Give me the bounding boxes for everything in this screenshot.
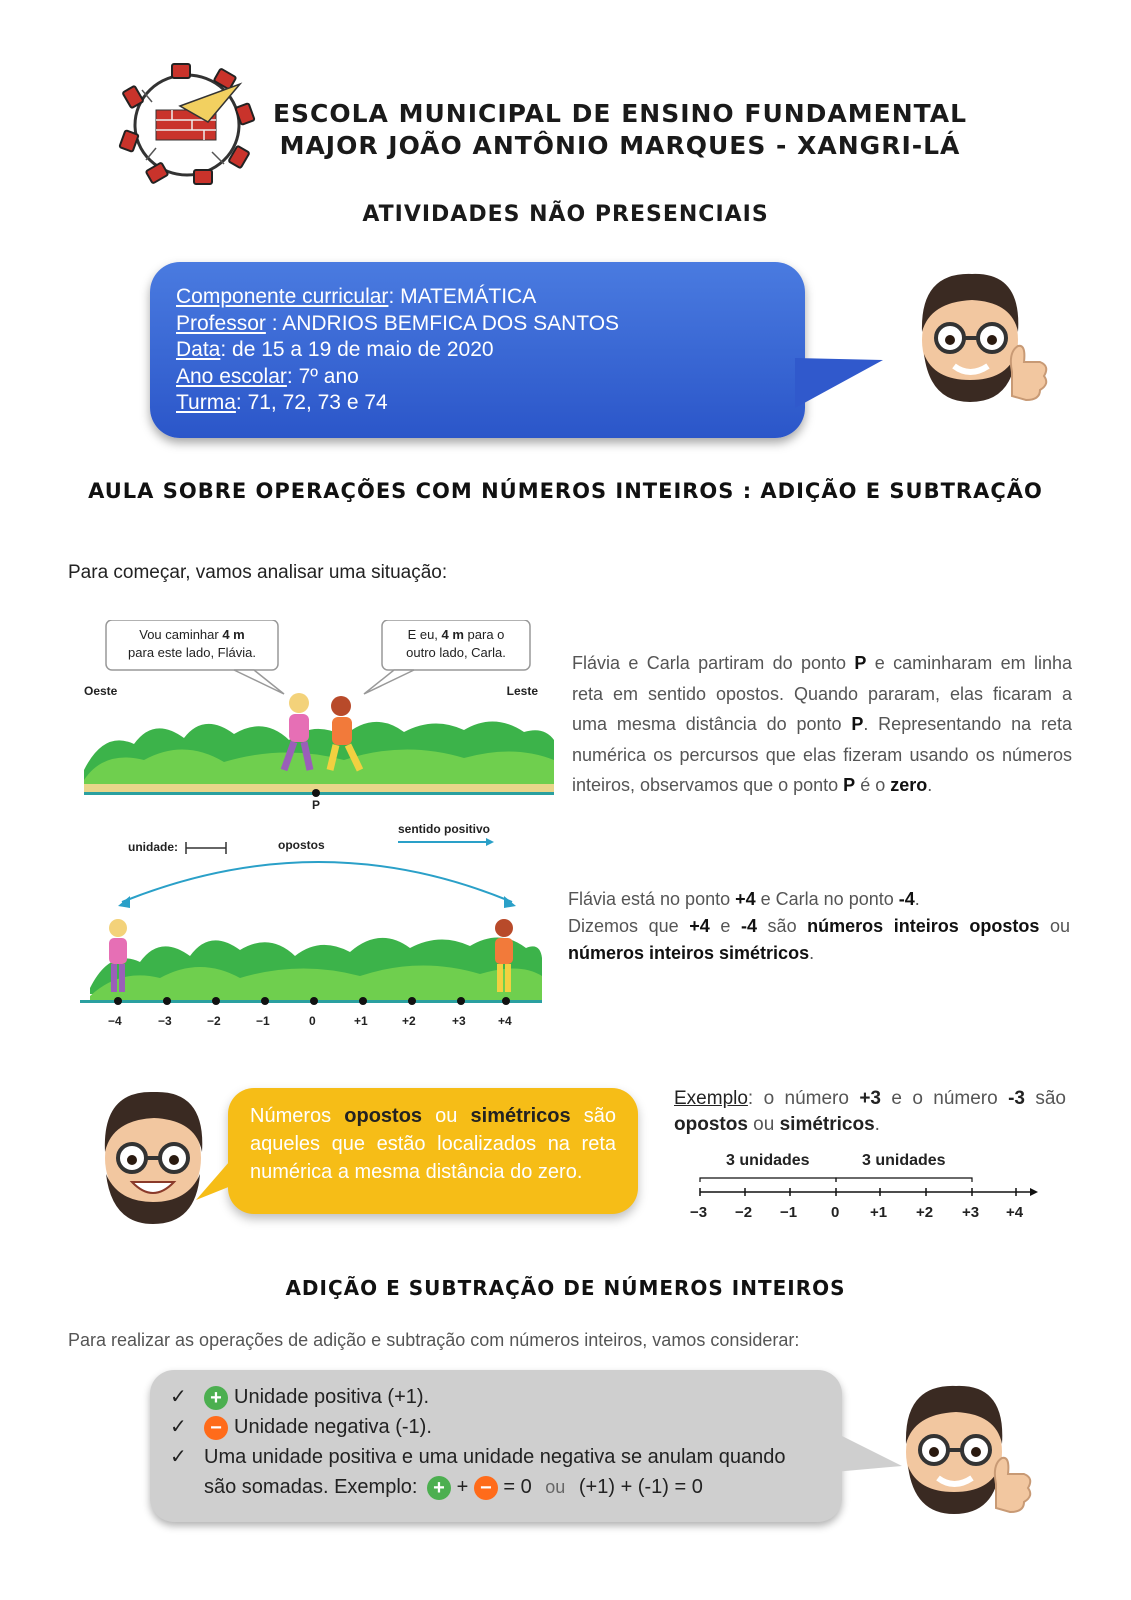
school-line-2: MAJOR JOÃO ANTÔNIO MARQUES - XANGRI-LÁ [279,131,961,160]
school-name [260,98,980,162]
label-3-units-right: 3 unidades [862,1152,946,1169]
check-icon: ✓ [170,1386,187,1408]
label-east: Leste [506,684,538,698]
scene-tick-labels [80,1014,552,1034]
negative-unit-icon: − [474,1476,498,1500]
scene-tick: +2 [402,1014,416,1028]
label-positive-direction: sentido positivo [398,822,491,836]
definition-bubble-tail [196,1154,236,1204]
scene-tick: −1 [256,1014,270,1028]
number-line-drawing [80,828,552,1038]
scene-tick: −4 [108,1014,122,1028]
info-componente: Componente curricular: MATEMÁTICA [176,285,537,308]
paragraph-situation: Flávia e Carla partiram do ponto P e caminharam em linha reta em sentido opostos. Quando pararam, elas ficaram a uma mesma distância do ponto P. Representando na reta numérica os percursos que elas fizeram usando os números inteiros, observamos que o ponto P é o zero. [572,653,1072,795]
info-data: Data: de 15 a 19 de maio de 2020 [176,338,494,361]
example-text: Exemplo: o número +3 e o número -3 são opostos ou simétricos. [674,1088,1066,1135]
scene-tick: +1 [354,1014,368,1028]
teacher-avatar-thumbs-up-bottom [884,1374,1044,1534]
scene-tick: −3 [158,1014,172,1028]
example-tick: +1 [870,1204,888,1221]
rules-bubble [150,1370,842,1522]
check-icon: ✓ [170,1446,187,1468]
info-bubble-tail [795,358,885,418]
example-tick: −3 [690,1204,708,1221]
section-title-operations: ADIÇÃO E SUBTRAÇÃO DE NÚMEROS INTEIROS [285,1276,846,1300]
scene-tick: −2 [207,1014,221,1028]
page-subtitle: ATIVIDADES NÃO PRESENCIAIS [362,202,769,227]
example-tick: +3 [962,1204,980,1221]
scene-tick: +3 [452,1014,466,1028]
label-opposites: opostos [278,838,325,852]
negative-unit-icon: − [204,1416,228,1440]
example-number-line [690,1152,1040,1236]
teacher-avatar-thumbs-up [900,262,1060,422]
info-bubble [150,262,805,438]
info-turma: Turma: 71, 72, 73 e 74 [176,391,388,414]
example-tick: 0 [831,1204,840,1221]
consider-text: Para realizar as operações de adição e subtração com números inteiros, vamos considerar: [68,1330,800,1350]
example-tick: −2 [735,1204,753,1221]
bubble-flavia: Vou caminhar 4 m para este lado, Flávia. [128,627,256,660]
rule-item-1: ✓ + Unidade positiva (+1). [170,1382,822,1412]
paragraph-opposites [568,886,1070,967]
label-west: Oeste [84,684,118,698]
rule-item-2: ✓ − Unidade negativa (-1). [170,1412,822,1442]
rule-item-3: ✓ Uma unidade positiva e uma unidade negativa se anulam quando são somadas. Exemplo: + + − = 0 ou (+1) + (-1) = 0 [170,1442,822,1502]
positive-unit-icon: + [204,1386,228,1410]
label-unit: unidade: [128,840,178,854]
scene-tick: +4 [498,1014,512,1028]
label-point-p: P [312,798,321,812]
number-line-illustration [80,822,552,1038]
check-icon: ✓ [170,1416,187,1438]
school-line-1: ESCOLA MUNICIPAL DE ENSINO FUNDAMENTAL [272,99,968,128]
info-professor: Professor : ANDRIOS BEMFICA DOS SANTOS [176,311,620,335]
paragraph-opposites-line2: Dizemos que +4 e -4 são números inteiros opostos ou números inteiros simétricos. [568,916,1070,963]
definition-bubble: Números opostos ou simétricos são aqueles que estão localizados na reta numérica a mesma distância do zero. [228,1088,638,1214]
bubble-carla: E eu, 4 m para o outro lado, Carla. [406,627,506,660]
scene-tick: 0 [309,1014,316,1028]
paragraph-opposites-line1: Flávia está no ponto +4 e Carla no ponto -4. [568,889,920,909]
example-tick: +4 [1006,1204,1024,1221]
example-tick: +2 [916,1204,934,1221]
scene-walking-illustration [84,620,554,812]
lesson-title: AULA SOBRE OPERAÇÕES COM NÚMEROS INTEIROS : ADIÇÃO E SUBTRAÇÃO [88,479,1043,503]
label-3-units-left: 3 unidades [726,1152,810,1169]
intro-text: Para começar, vamos analisar uma situação: [68,562,448,583]
positive-unit-icon: + [427,1476,451,1500]
info-ano: Ano escolar: 7º ano [176,364,359,388]
school-logo [112,62,262,188]
example-tick: −1 [780,1204,798,1221]
